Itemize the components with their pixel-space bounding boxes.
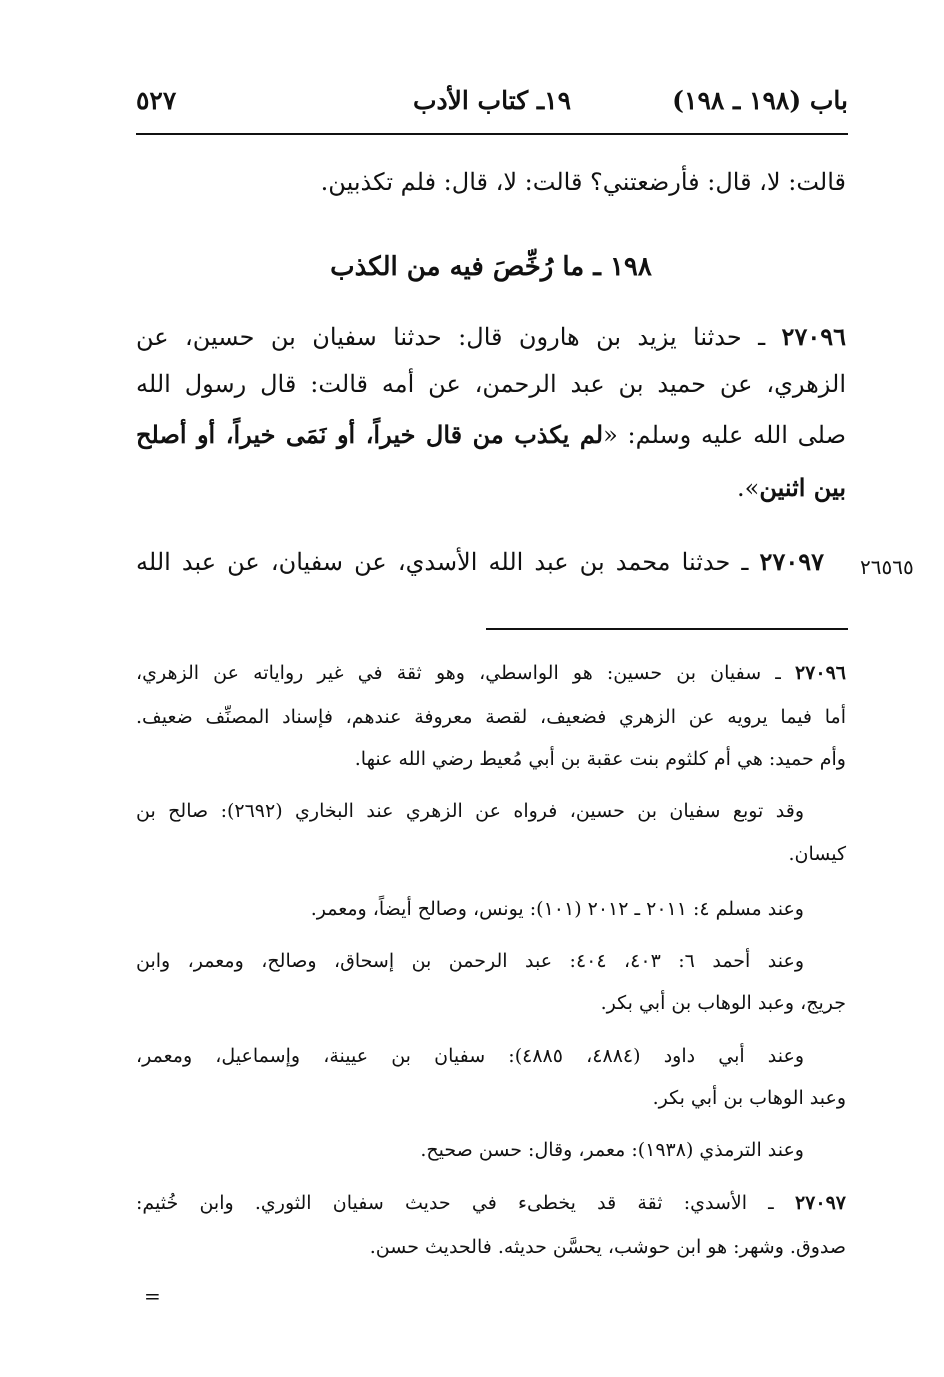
header-rule xyxy=(136,133,848,135)
hadith-matn: بين اثنين xyxy=(759,473,846,502)
margin-reference: ٢٦٥٦٥ xyxy=(860,555,914,579)
text-span: ». xyxy=(737,474,760,502)
footnote-line: وعند مسلم ٤: ٢٠١١ ـ ٢٠١٢ (١٠١): يونس، وصالح أيضاً، ومعمر. xyxy=(310,898,804,920)
hadith-number: ٢٧٠٩٦ xyxy=(781,322,846,351)
footnote-line: وعبد الوهاب بن أبي بكر. xyxy=(652,1087,846,1109)
page-number: ٥٢٧ xyxy=(136,86,177,115)
hadith-27096-line xyxy=(136,421,846,450)
continuation-mark: = xyxy=(144,1284,161,1308)
text-span: ـ حدثنا يزيد بن هارون قال: حدثنا سفيان بن حسين، عن xyxy=(136,323,782,351)
text-line: قالت: لا، قال: فأرضعتني؟ قالت: لا، قال: فلم تكذبين. xyxy=(320,168,846,196)
chapter-range: باب (١٩٨ ـ ١٩٨) xyxy=(672,86,848,115)
hadith-number: ٢٧٠٩٧ xyxy=(759,547,824,576)
footnote-number: ٢٧٠٩٧ xyxy=(794,1192,846,1214)
footnote-line: أما فيما يرويه عن الزهري فضعيف، لقصة معروفة عندهم، فإسناد المصنِّف ضعيف. xyxy=(136,706,846,728)
text-span: ـ سفيان بن حسين: هو الواسطي، وهو ثقة في غير رواياته عن الزهري، xyxy=(136,662,795,684)
footnote-number: ٢٧٠٩٦ xyxy=(794,662,846,684)
text-span: ـ حدثنا محمد بن عبد الله الأسدي، عن سفيان، عن عبد الله xyxy=(136,548,760,576)
footnote-line: وعند أحمد ٦: ٤٠٣، ٤٠٤: عبد الرحمن بن إسحاق، وصالح، ومعمر، وابن xyxy=(136,950,805,972)
footnote-line: وعند أبي داود (٤٨٨٤، ٤٨٨٥): سفيان بن عيينة، وإسماعيل، ومعمر، xyxy=(136,1045,805,1067)
text-span: صلى الله عليه وسلم: « xyxy=(603,421,847,449)
footnote-line: جريج، وعبد الوهاب بن أبي بكر. xyxy=(600,992,846,1014)
book-title: ١٩ـ كتاب الأدب xyxy=(412,86,572,115)
hadith-27096-line: الزهري، عن حميد بن عبد الرحمن، عن أمه قالت: قال رسول الله xyxy=(136,370,846,398)
chapter-heading: ١٩٨ ـ ما رُخِّصَ فيه من الكذب xyxy=(330,252,652,282)
hadith-matn: لم يكذب من قال خيراً، أو نَمَى خيراً، أو أصلح xyxy=(136,420,604,449)
footnote-line: كيسان. xyxy=(788,843,846,865)
footnote-line: وعند الترمذي (١٩٣٨): معمر، وقال: حسن صحيح. xyxy=(420,1139,804,1161)
footnote-rule xyxy=(486,628,848,630)
footnote-line: وقد توبع سفيان بن حسين، فرواه عن الزهري عند البخاري (٢٦٩٢): صالح بن xyxy=(136,800,804,822)
footnote-line xyxy=(136,662,846,685)
footnote-line: وأم حميد: هي أم كلثوم بنت عقبة بن أبي مُعيط رضي الله عنها. xyxy=(354,748,846,770)
hadith-27096-line xyxy=(136,323,846,352)
footnote-line: صدوق. وشهر: هو ابن حوشب، يحسَّن حديثه. فالحديث حسن. xyxy=(369,1236,846,1258)
page-header xyxy=(136,86,848,126)
hadith-27096-line xyxy=(737,474,846,503)
footnote-line xyxy=(136,1192,846,1215)
text-span: ـ الأسدي: ثقة قد يخطىء في حديث سفيان الثوري. وابن خُثيم: xyxy=(136,1192,795,1214)
hadith-27097-line xyxy=(136,548,824,577)
